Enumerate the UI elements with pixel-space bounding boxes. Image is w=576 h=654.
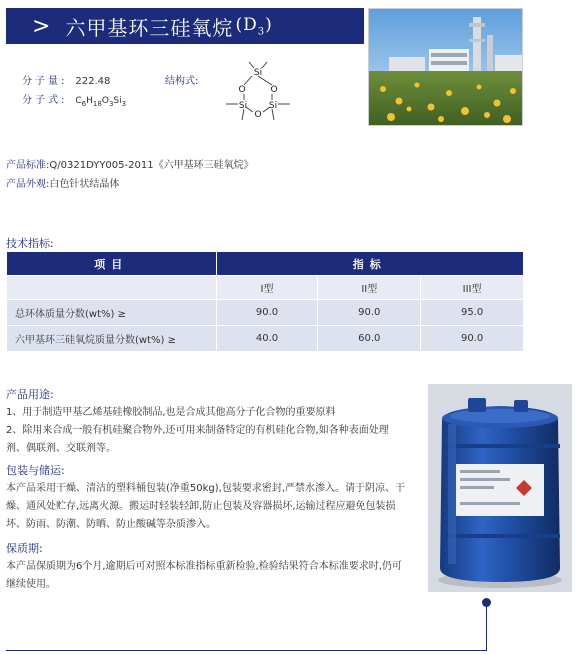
formula-value: $C_6H_{18}O_3Si_3$ <box>75 96 127 108</box>
row-value: 60.0 <box>318 326 421 352</box>
si-atom-left: Si <box>238 101 248 111</box>
usage-line-2: 2、除用来合成一般有机硅聚合物外,还可用来制备特定的有机硅化合物,如各种表面处理剂、偶联剂、交联剂等。 <box>6 425 389 454</box>
packaging-title: 包装与储运: <box>6 464 65 477</box>
row-value: 90.0 <box>216 300 318 326</box>
type-label: III型 <box>421 276 524 300</box>
row-value: 90.0 <box>318 300 421 326</box>
product-appearance: 产品外观:白色针状结晶体 <box>6 179 120 190</box>
barrel-photo <box>428 384 572 592</box>
packaging-text: 本产品采用干燥、清洁的塑料桶包装(净重50kg),包装要求密封,严禁水渗入。请于阴凉、干燥、通风处贮存,远离火源。搬运时轻装轻卸,防止包装及容器损坏,运输过程应避免包装损坏、防雨、防潮、防晒、防止酸碱等杂质渗入。 <box>6 483 406 530</box>
o-atom-bottom: O <box>254 110 262 120</box>
factory-photo <box>368 8 523 126</box>
shelf-life-text: 本产品保质期为6个月,逾期后可对照本标准指标重新检验,检验结果符合本标准要求时,仍可继续使用。 <box>6 561 402 590</box>
molecular-weight: 分子量: 222.48 <box>22 76 111 87</box>
o-atom-left: O <box>238 85 246 95</box>
row-value: 95.0 <box>421 300 524 326</box>
row-item: 总环体质量分数(wt%) ≥ <box>7 300 217 326</box>
spec-table <box>6 251 524 352</box>
usage-line-1: 1、用于制造甲基乙烯基硅橡胶制品,也是合成其他高分子化合物的重要原料 <box>6 407 336 418</box>
molecular-formula: 分子式: $C_6H_{18}O_3Si_3$ <box>22 95 127 108</box>
product-standard: 产品标准:Q/0321DYY005-2011《六甲基环三硅氧烷》 <box>6 160 254 171</box>
type-label: II型 <box>318 276 421 300</box>
spec-header-item: 项目 <box>7 252 217 276</box>
page-title-bar <box>6 8 364 44</box>
spec-section-title: 技术指标: <box>6 237 54 250</box>
type-label: I型 <box>216 276 318 300</box>
o-atom-right: O <box>270 85 278 95</box>
usage-title: 产品用途: <box>6 388 54 401</box>
callout-line <box>6 650 487 651</box>
product-name: 六甲基环三硅氧烷 <box>65 15 234 40</box>
shelf-life-title: 保质期: <box>6 542 43 555</box>
table-row <box>7 300 524 326</box>
spec-header-index: 指标 <box>216 252 523 276</box>
table-row <box>7 276 524 300</box>
structure-label: 结构式: <box>165 76 199 87</box>
chevron-right-icon: > <box>32 13 52 39</box>
row-value: 90.0 <box>421 326 524 352</box>
si-atom-right: Si <box>268 101 278 111</box>
structural-formula-diagram <box>222 58 294 128</box>
callout-line <box>486 604 487 650</box>
row-value: 40.0 <box>216 326 318 352</box>
product-abbr: $(D_3)$ <box>235 14 273 38</box>
si-atom-top: Si <box>253 68 263 78</box>
row-item: 六甲基环三硅氧烷质量分数(wt%) ≥ <box>7 326 217 352</box>
table-row <box>7 326 524 352</box>
